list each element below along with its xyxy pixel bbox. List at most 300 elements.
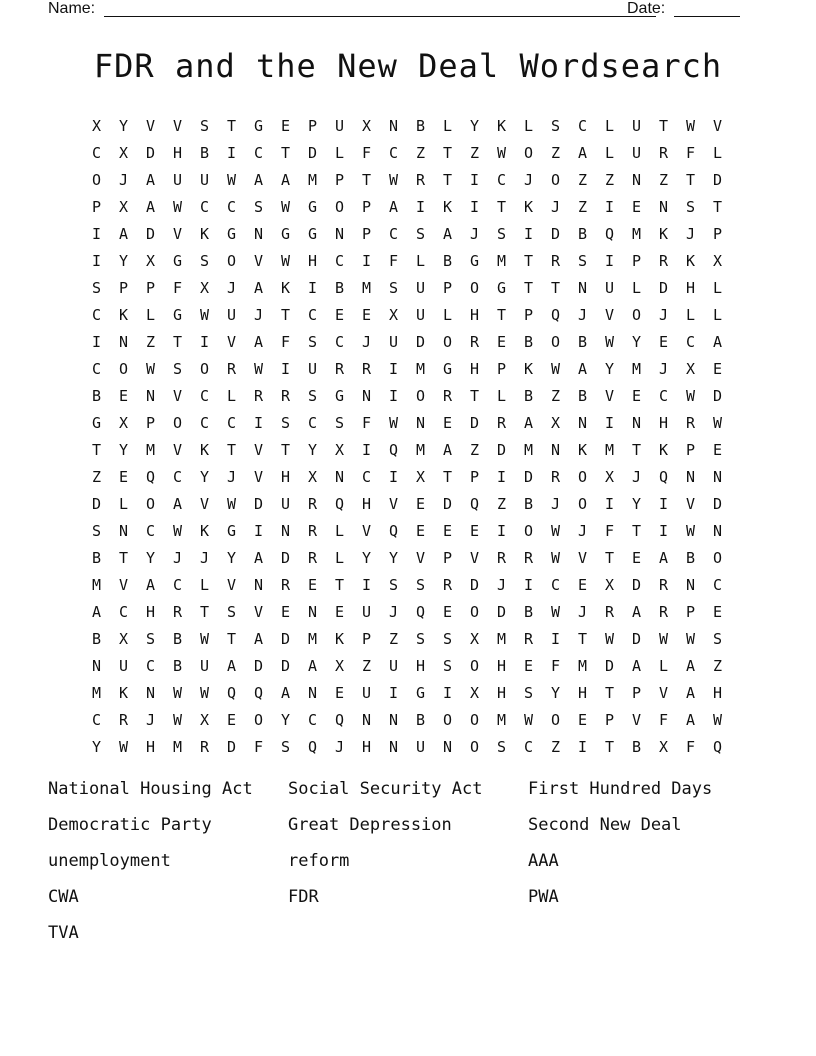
grid-letter: T [442, 171, 453, 189]
grid-letter: W [253, 360, 264, 378]
grid-letter: W [199, 684, 210, 702]
grid-row [83, 383, 758, 410]
grid-letter: W [226, 495, 237, 513]
grid-letter: E [469, 522, 480, 540]
grid-letter: Y [604, 360, 615, 378]
grid-letter: T [631, 522, 642, 540]
grid-letter: N [442, 738, 453, 756]
grid-letter: N [145, 684, 156, 702]
grid-letter: S [577, 252, 588, 270]
grid-row [83, 491, 758, 518]
grid-letter: U [361, 603, 372, 621]
grid-letter: E [496, 333, 507, 351]
grid-letter: H [415, 657, 426, 675]
grid-letter: U [199, 171, 210, 189]
grid-letter: Y [631, 495, 642, 513]
grid-letter: S [496, 738, 507, 756]
grid-letter: A [577, 144, 588, 162]
grid-letter: I [91, 225, 102, 243]
grid-letter: I [523, 576, 534, 594]
grid-letter: G [226, 522, 237, 540]
grid-letter: I [496, 468, 507, 486]
grid-letter: W [145, 360, 156, 378]
grid-letter: E [280, 117, 291, 135]
grid-letter: J [334, 738, 345, 756]
grid-letter: N [145, 387, 156, 405]
grid-letter: V [577, 549, 588, 567]
grid-letter: M [307, 630, 318, 648]
word-list-item: First Hundred Days [528, 779, 713, 799]
grid-letter: W [172, 684, 183, 702]
grid-letter: I [415, 198, 426, 216]
grid-letter: Y [145, 549, 156, 567]
grid-letter: I [604, 198, 615, 216]
grid-letter: J [199, 549, 210, 567]
grid-letter: P [442, 279, 453, 297]
grid-letter: W [685, 522, 696, 540]
grid-letter: K [442, 198, 453, 216]
grid-letter: J [388, 603, 399, 621]
grid-letter: P [496, 360, 507, 378]
grid-letter: J [469, 225, 480, 243]
grid-letter: T [199, 603, 210, 621]
grid-letter: S [496, 225, 507, 243]
grid-letter: I [361, 252, 372, 270]
grid-letter: O [523, 144, 534, 162]
grid-letter: C [307, 711, 318, 729]
grid-letter: U [199, 657, 210, 675]
grid-letter: D [415, 333, 426, 351]
grid-letter: C [199, 387, 210, 405]
grid-letter: C [334, 333, 345, 351]
word-list-item: Social Security Act [288, 779, 483, 799]
grid-letter: P [334, 171, 345, 189]
grid-letter: I [361, 576, 372, 594]
grid-letter: F [658, 711, 669, 729]
grid-letter: I [658, 495, 669, 513]
grid-letter: Z [550, 387, 561, 405]
grid-letter: R [415, 171, 426, 189]
grid-letter: T [280, 441, 291, 459]
grid-letter: J [658, 306, 669, 324]
grid-letter: W [550, 603, 561, 621]
grid-letter: S [442, 630, 453, 648]
grid-letter: R [226, 360, 237, 378]
grid-letter: A [280, 171, 291, 189]
grid-letter: S [280, 414, 291, 432]
grid-letter: S [442, 657, 453, 675]
grid-letter: M [631, 225, 642, 243]
grid-letter: L [631, 279, 642, 297]
grid-letter: A [145, 171, 156, 189]
grid-letter: W [550, 522, 561, 540]
grid-letter: Y [226, 549, 237, 567]
grid-letter: O [523, 522, 534, 540]
grid-row [83, 545, 758, 572]
grid-letter: R [307, 549, 318, 567]
grid-letter: L [604, 117, 615, 135]
grid-letter: O [469, 279, 480, 297]
grid-letter: B [415, 117, 426, 135]
header [48, 0, 748, 20]
grid-letter: I [442, 684, 453, 702]
grid-row [83, 167, 758, 194]
grid-letter: W [172, 198, 183, 216]
grid-letter: U [226, 306, 237, 324]
grid-letter: X [307, 468, 318, 486]
grid-letter: R [685, 414, 696, 432]
grid-letter: R [523, 630, 534, 648]
grid-letter: N [658, 198, 669, 216]
grid-letter: E [118, 468, 129, 486]
grid-letter: U [361, 684, 372, 702]
grid-letter: J [550, 495, 561, 513]
grid-letter: T [685, 171, 696, 189]
word-list-item: PWA [528, 887, 559, 907]
grid-letter: A [631, 657, 642, 675]
grid-letter: S [172, 360, 183, 378]
grid-letter: C [496, 171, 507, 189]
grid-letter: A [442, 441, 453, 459]
grid-row [83, 275, 758, 302]
grid-letter: F [361, 144, 372, 162]
grid-letter: Y [307, 441, 318, 459]
grid-letter: U [280, 495, 291, 513]
grid-letter: N [307, 684, 318, 702]
grid-letter: Y [361, 549, 372, 567]
grid-letter: O [469, 603, 480, 621]
grid-letter: S [415, 630, 426, 648]
grid-letter: S [307, 387, 318, 405]
grid-letter: X [145, 252, 156, 270]
grid-letter: S [91, 279, 102, 297]
letter-grid [83, 113, 758, 761]
grid-letter: Y [280, 711, 291, 729]
grid-letter: D [712, 495, 723, 513]
word-list-item: unemployment [48, 851, 171, 871]
grid-letter: Q [469, 495, 480, 513]
grid-letter: W [685, 387, 696, 405]
grid-letter: B [334, 279, 345, 297]
grid-letter: O [415, 387, 426, 405]
grid-row [83, 518, 758, 545]
grid-letter: L [712, 306, 723, 324]
grid-letter: J [118, 171, 129, 189]
grid-letter: W [685, 630, 696, 648]
grid-letter: R [280, 576, 291, 594]
name-line [104, 16, 656, 17]
grid-letter: T [604, 684, 615, 702]
grid-letter: Q [604, 225, 615, 243]
grid-letter: L [334, 549, 345, 567]
grid-letter: X [604, 576, 615, 594]
grid-letter: R [361, 360, 372, 378]
grid-letter: P [145, 414, 156, 432]
grid-letter: C [172, 576, 183, 594]
grid-letter: L [226, 387, 237, 405]
grid-letter: D [442, 495, 453, 513]
grid-letter: U [631, 144, 642, 162]
grid-letter: R [496, 549, 507, 567]
grid-letter: G [496, 279, 507, 297]
grid-letter: B [577, 387, 588, 405]
grid-letter: X [469, 630, 480, 648]
grid-letter: T [118, 549, 129, 567]
grid-letter: R [442, 387, 453, 405]
grid-letter: Z [415, 144, 426, 162]
grid-letter: U [415, 279, 426, 297]
grid-row [83, 734, 758, 761]
grid-letter: L [712, 279, 723, 297]
grid-letter: T [226, 441, 237, 459]
grid-letter: I [199, 333, 210, 351]
grid-letter: C [226, 198, 237, 216]
grid-letter: B [91, 387, 102, 405]
grid-letter: U [604, 279, 615, 297]
grid-row [83, 194, 758, 221]
grid-letter: R [469, 333, 480, 351]
grid-letter: H [685, 279, 696, 297]
grid-letter: H [280, 468, 291, 486]
grid-letter: C [577, 117, 588, 135]
grid-letter: O [469, 657, 480, 675]
grid-letter: O [577, 468, 588, 486]
grid-letter: B [523, 495, 534, 513]
grid-letter: I [469, 198, 480, 216]
grid-letter: C [199, 414, 210, 432]
grid-letter: A [226, 657, 237, 675]
grid-letter: T [226, 630, 237, 648]
grid-letter: I [307, 279, 318, 297]
grid-letter: G [280, 225, 291, 243]
grid-letter: G [91, 414, 102, 432]
grid-letter: Z [577, 171, 588, 189]
grid-letter: T [604, 738, 615, 756]
grid-letter: O [442, 711, 453, 729]
grid-letter: N [685, 468, 696, 486]
grid-letter: C [199, 198, 210, 216]
grid-letter: S [280, 738, 291, 756]
grid-letter: R [550, 252, 561, 270]
grid-letter: L [712, 144, 723, 162]
grid-letter: N [712, 468, 723, 486]
grid-letter: J [577, 603, 588, 621]
grid-letter: D [280, 549, 291, 567]
grid-letter: C [91, 144, 102, 162]
grid-letter: X [685, 360, 696, 378]
grid-letter: N [685, 576, 696, 594]
grid-letter: A [145, 198, 156, 216]
grid-letter: S [388, 279, 399, 297]
grid-letter: E [442, 603, 453, 621]
grid-letter: W [523, 711, 534, 729]
grid-letter: A [388, 198, 399, 216]
grid-letter: H [172, 144, 183, 162]
grid-letter: Z [496, 495, 507, 513]
grid-letter: A [253, 630, 264, 648]
grid-letter: D [145, 144, 156, 162]
grid-letter: K [577, 441, 588, 459]
grid-letter: F [685, 144, 696, 162]
grid-letter: E [631, 549, 642, 567]
grid-letter: K [199, 225, 210, 243]
grid-letter: X [199, 279, 210, 297]
grid-letter: M [604, 441, 615, 459]
grid-letter: X [118, 414, 129, 432]
grid-letter: M [91, 684, 102, 702]
grid-letter: D [253, 495, 264, 513]
grid-letter: R [172, 603, 183, 621]
grid-letter: B [172, 657, 183, 675]
grid-row [83, 707, 758, 734]
grid-letter: V [118, 576, 129, 594]
grid-letter: J [685, 225, 696, 243]
grid-row [83, 221, 758, 248]
grid-letter: K [118, 306, 129, 324]
grid-letter: Z [550, 738, 561, 756]
grid-letter: U [388, 657, 399, 675]
grid-letter: I [388, 360, 399, 378]
grid-letter: H [469, 306, 480, 324]
grid-letter: D [145, 225, 156, 243]
grid-letter: U [118, 657, 129, 675]
grid-letter: D [469, 576, 480, 594]
grid-letter: S [307, 333, 318, 351]
grid-letter: Z [577, 198, 588, 216]
grid-letter: N [361, 387, 372, 405]
grid-letter: M [496, 630, 507, 648]
grid-letter: S [523, 684, 534, 702]
grid-letter: T [226, 117, 237, 135]
grid-letter: X [91, 117, 102, 135]
grid-letter: N [712, 522, 723, 540]
grid-letter: Q [145, 468, 156, 486]
grid-letter: F [172, 279, 183, 297]
grid-letter: X [199, 711, 210, 729]
grid-letter: J [226, 468, 237, 486]
date-line [674, 16, 740, 17]
grid-letter: I [658, 522, 669, 540]
grid-letter: E [361, 306, 372, 324]
grid-letter: C [91, 711, 102, 729]
grid-letter: N [388, 738, 399, 756]
word-list-item: reform [288, 851, 350, 871]
grid-letter: R [118, 711, 129, 729]
grid-letter: K [523, 360, 534, 378]
grid-letter: X [415, 468, 426, 486]
grid-letter: H [307, 252, 318, 270]
grid-letter: P [604, 711, 615, 729]
grid-letter: I [226, 144, 237, 162]
grid-letter: T [469, 387, 480, 405]
grid-letter: L [118, 495, 129, 513]
grid-letter: T [442, 468, 453, 486]
grid-letter: I [604, 252, 615, 270]
grid-letter: M [145, 441, 156, 459]
grid-letter: D [226, 738, 237, 756]
grid-letter: Q [712, 738, 723, 756]
grid-letter: D [604, 657, 615, 675]
grid-letter: B [172, 630, 183, 648]
grid-letter: W [226, 171, 237, 189]
grid-letter: E [712, 360, 723, 378]
grid-letter: H [496, 684, 507, 702]
grid-letter: A [253, 171, 264, 189]
grid-letter: S [199, 252, 210, 270]
grid-letter: S [253, 198, 264, 216]
grid-row [83, 626, 758, 653]
grid-letter: R [253, 387, 264, 405]
grid-letter: D [712, 171, 723, 189]
grid-letter: V [226, 576, 237, 594]
grid-letter: G [334, 387, 345, 405]
grid-letter: M [496, 711, 507, 729]
grid-letter: W [280, 198, 291, 216]
grid-letter: W [604, 333, 615, 351]
grid-letter: V [253, 252, 264, 270]
grid-letter: O [118, 360, 129, 378]
grid-letter: U [415, 306, 426, 324]
grid-letter: R [334, 360, 345, 378]
grid-letter: R [604, 603, 615, 621]
grid-letter: W [280, 252, 291, 270]
grid-letter: U [307, 360, 318, 378]
grid-letter: H [712, 684, 723, 702]
word-list-item: CWA [48, 887, 79, 907]
grid-letter: C [388, 144, 399, 162]
grid-row [83, 302, 758, 329]
grid-letter: A [685, 657, 696, 675]
grid-letter: K [685, 252, 696, 270]
grid-letter: H [145, 603, 156, 621]
grid-letter: O [469, 711, 480, 729]
grid-letter: N [388, 117, 399, 135]
grid-letter: S [550, 117, 561, 135]
grid-letter: I [388, 684, 399, 702]
grid-letter: V [226, 333, 237, 351]
grid-letter: I [523, 225, 534, 243]
grid-letter: K [199, 522, 210, 540]
grid-letter: W [685, 117, 696, 135]
grid-letter: Y [118, 117, 129, 135]
grid-letter: T [658, 117, 669, 135]
grid-letter: B [577, 333, 588, 351]
grid-letter: A [280, 684, 291, 702]
grid-letter: A [712, 333, 723, 351]
grid-letter: C [523, 738, 534, 756]
grid-letter: P [442, 549, 453, 567]
grid-letter: I [496, 522, 507, 540]
grid-letter: V [631, 711, 642, 729]
grid-letter: Z [145, 333, 156, 351]
grid-letter: N [550, 441, 561, 459]
grid-letter: G [172, 252, 183, 270]
grid-letter: Z [604, 171, 615, 189]
grid-letter: W [712, 414, 723, 432]
grid-letter: Z [91, 468, 102, 486]
grid-letter: K [658, 225, 669, 243]
grid-letter: W [604, 630, 615, 648]
grid-row [83, 356, 758, 383]
grid-letter: Q [388, 441, 399, 459]
grid-letter: B [415, 711, 426, 729]
grid-letter: J [658, 360, 669, 378]
grid-letter: I [253, 522, 264, 540]
grid-row [83, 329, 758, 356]
grid-letter: L [334, 144, 345, 162]
grid-letter: X [334, 657, 345, 675]
grid-letter: P [361, 225, 372, 243]
